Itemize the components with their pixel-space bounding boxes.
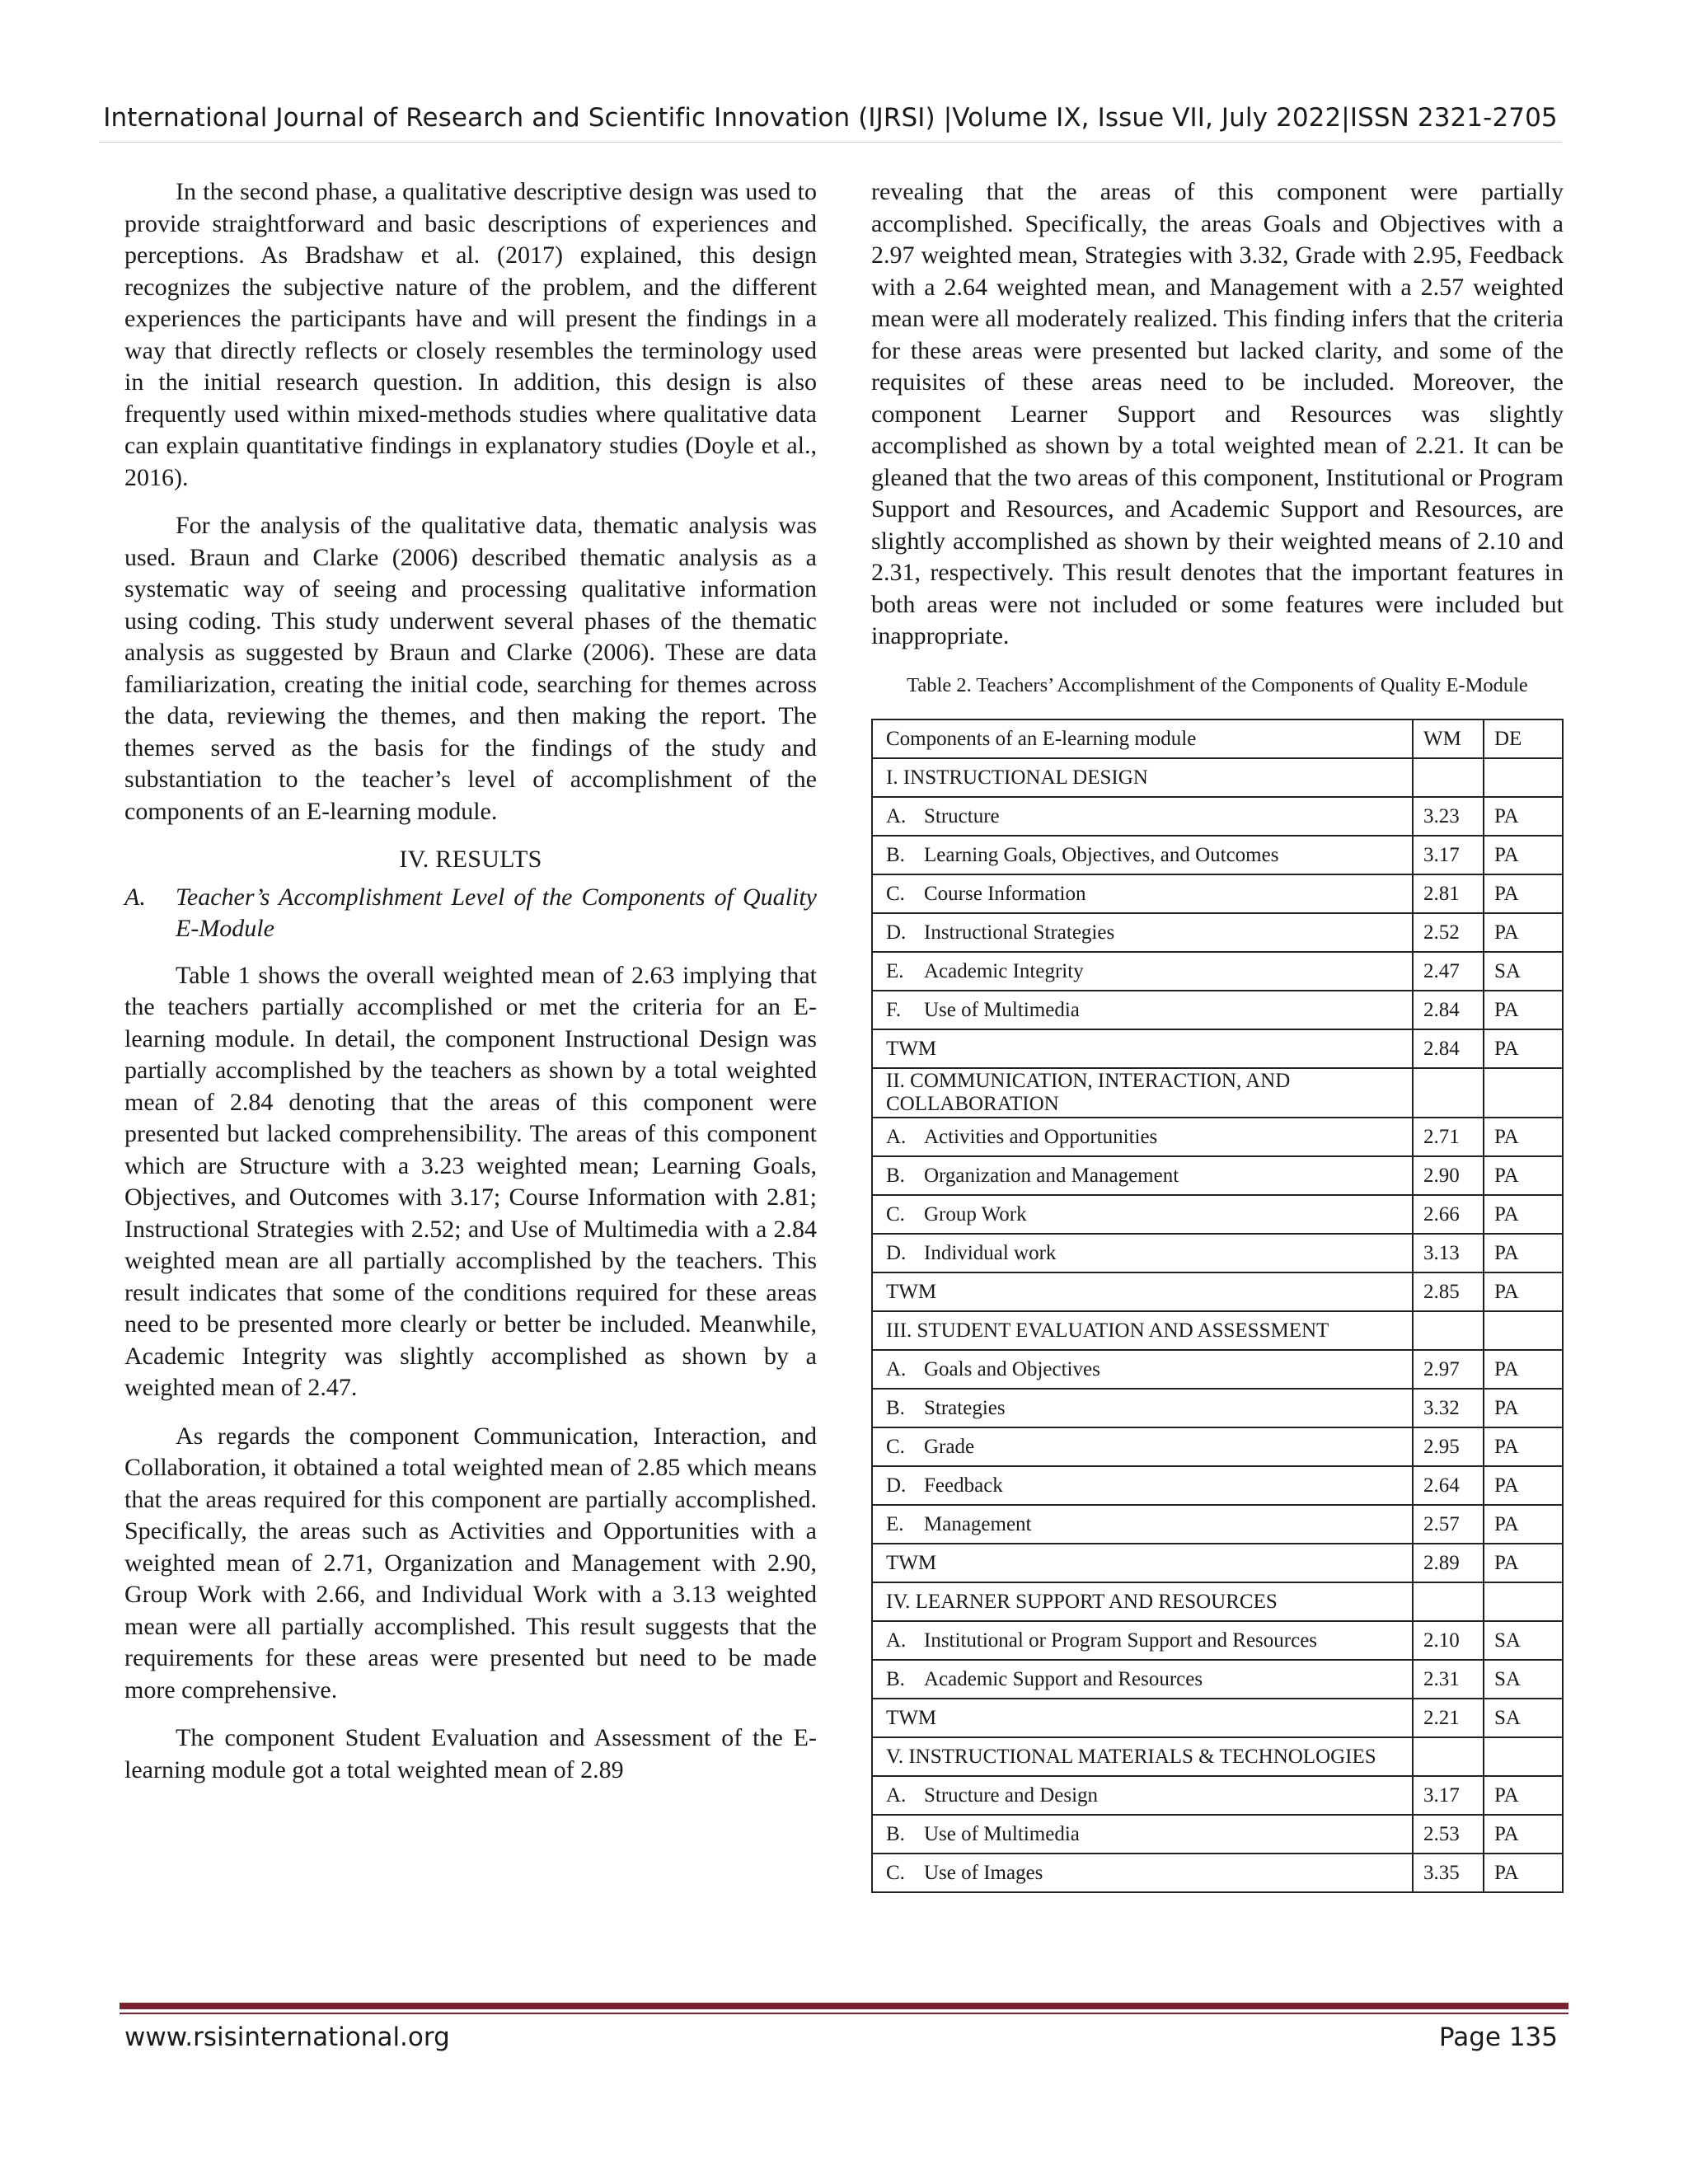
cell-component-text: Academic Support and Resources xyxy=(924,1667,1203,1690)
cell-component-letter: E. xyxy=(886,1512,904,1535)
cell-wm: 2.64 xyxy=(1413,1466,1484,1505)
table-row xyxy=(872,1427,1563,1466)
cell-component-text: Feedback xyxy=(924,1474,1003,1497)
cell-wm: 3.23 xyxy=(1413,797,1484,836)
cell-component xyxy=(872,758,1413,797)
cell-wm: 3.13 xyxy=(1413,1234,1484,1272)
cell-component-letter: A. xyxy=(886,1357,907,1380)
footer-website: www.rsisinternational.org xyxy=(124,2022,450,2052)
cell-de: PA xyxy=(1484,1118,1563,1156)
cell-wm xyxy=(1413,1068,1484,1118)
cell-component xyxy=(872,1029,1413,1068)
cell-wm: 2.52 xyxy=(1413,913,1484,952)
table-row xyxy=(872,1776,1563,1815)
cell-component-text: Management xyxy=(924,1512,1032,1535)
cell-de: PA xyxy=(1484,1854,1563,1892)
cell-component-text: V. INSTRUCTIONAL MATERIALS & TECHNOLOGIES xyxy=(886,1745,1376,1768)
header-components: Components of an E-learning module xyxy=(872,719,1413,758)
cell-wm: 2.57 xyxy=(1413,1505,1484,1544)
cell-wm: 2.71 xyxy=(1413,1118,1484,1156)
cell-component-text: Goals and Objectives xyxy=(924,1357,1100,1380)
cell-wm: 2.21 xyxy=(1413,1699,1484,1737)
cell-wm: 2.66 xyxy=(1413,1195,1484,1234)
cell-component xyxy=(872,1582,1413,1621)
cell-wm: 2.85 xyxy=(1413,1272,1484,1311)
cell-de: PA xyxy=(1484,991,1563,1029)
cell-component-text: Grade xyxy=(924,1435,975,1458)
cell-wm: 2.81 xyxy=(1413,874,1484,913)
subsection-title: Teacher’s Accomplishment Level of the Components of Quality E-Module xyxy=(176,883,817,942)
table-row xyxy=(872,1854,1563,1892)
cell-de: PA xyxy=(1484,1505,1563,1544)
cell-de: PA xyxy=(1484,1156,1563,1195)
table-caption: Table 2. Teachers’ Accomplishment of the Components of Quality E-Module xyxy=(907,673,1528,696)
cell-de: PA xyxy=(1484,1272,1563,1311)
cell-wm: 3.17 xyxy=(1413,1776,1484,1815)
cell-component xyxy=(872,1621,1413,1660)
cell-wm xyxy=(1413,1582,1484,1621)
cell-component-text: Academic Integrity xyxy=(924,959,1084,982)
cell-de: PA xyxy=(1484,1427,1563,1466)
cell-component xyxy=(872,1854,1413,1892)
cell-component xyxy=(872,1311,1413,1350)
table-row xyxy=(872,1311,1563,1350)
cell-de: PA xyxy=(1484,836,1563,874)
cell-component xyxy=(872,1699,1413,1737)
cell-de: PA xyxy=(1484,1815,1563,1854)
cell-component xyxy=(872,874,1413,913)
table-row xyxy=(872,1389,1563,1427)
results-table xyxy=(871,719,1564,1893)
cell-component-letter: C. xyxy=(886,1202,905,1226)
cell-component-text: IV. LEARNER SUPPORT AND RESOURCES xyxy=(886,1590,1278,1613)
cell-component-text: Group Work xyxy=(924,1202,1027,1226)
cell-component-letter: A. xyxy=(886,1125,907,1148)
cell-wm: 2.89 xyxy=(1413,1544,1484,1582)
cell-component xyxy=(872,836,1413,874)
cell-de: PA xyxy=(1484,913,1563,952)
paragraph-thematic-analysis: For the analysis of the qualitative data, thematic analysis was used. Braun and Clarke (2006) described thematic analysis as a systematic way of seeing and processing qualitative information using coding. This study underwent several phases of the thematic analysis as suggested by Braun and Clarke (2006). These are data familiarization, creating the initial code, searching for themes across the data, reviewing the themes, and then making the report. The themes served as the basis for the findings of the study and substantiation to the teacher’s level of accomplishment of the components of an E-learning module. xyxy=(124,512,817,825)
cell-component-text: Use of Multimedia xyxy=(924,1822,1080,1845)
cell-de xyxy=(1484,1068,1563,1118)
cell-component-text: TWM xyxy=(886,1706,937,1729)
table-header-row xyxy=(872,719,1563,758)
cell-component-text: Use of Images xyxy=(924,1861,1043,1884)
table-row xyxy=(872,1068,1563,1118)
cell-component-letter: F. xyxy=(886,998,902,1021)
cell-wm xyxy=(1413,758,1484,797)
cell-component-letter: C. xyxy=(886,1861,905,1884)
table-row xyxy=(872,1505,1563,1544)
cell-component xyxy=(872,1118,1413,1156)
cell-component-text: Course Information xyxy=(924,882,1086,905)
cell-component-letter: B. xyxy=(886,1667,905,1690)
cell-de: PA xyxy=(1484,1029,1563,1068)
cell-component-letter: B. xyxy=(886,1822,905,1845)
table-row xyxy=(872,1118,1563,1156)
cell-de: SA xyxy=(1484,952,1563,991)
cell-wm: 2.95 xyxy=(1413,1427,1484,1466)
cell-de: PA xyxy=(1484,1389,1563,1427)
section-heading-results: IV. RESULTS xyxy=(399,846,542,873)
cell-component-letter: D. xyxy=(886,1241,907,1264)
cell-component xyxy=(872,1195,1413,1234)
cell-component xyxy=(872,952,1413,991)
table-row xyxy=(872,1699,1563,1737)
cell-wm: 2.53 xyxy=(1413,1815,1484,1854)
table-row xyxy=(872,1234,1563,1272)
cell-component-text: Individual work xyxy=(924,1241,1057,1264)
cell-de xyxy=(1484,1737,1563,1776)
cell-de: PA xyxy=(1484,1466,1563,1505)
cell-component-text: Use of Multimedia xyxy=(924,998,1080,1021)
cell-component-letter: A. xyxy=(886,804,907,827)
cell-component xyxy=(872,1389,1413,1427)
cell-wm: 2.84 xyxy=(1413,991,1484,1029)
cell-component xyxy=(872,1544,1413,1582)
table-row xyxy=(872,1466,1563,1505)
cell-component-text: I. INSTRUCTIONAL DESIGN xyxy=(886,766,1148,789)
table-row xyxy=(872,1737,1563,1776)
cell-component xyxy=(872,1776,1413,1815)
cell-wm: 2.84 xyxy=(1413,1029,1484,1068)
table-row xyxy=(872,991,1563,1029)
table-row xyxy=(872,758,1563,797)
cell-component-letter: A. xyxy=(886,1629,907,1652)
footer-page-number: Page 135 xyxy=(1438,2022,1558,2052)
cell-wm: 2.31 xyxy=(1413,1660,1484,1699)
table-row xyxy=(872,1582,1563,1621)
cell-component xyxy=(872,1660,1413,1699)
cell-component-letter: A. xyxy=(886,1783,907,1807)
cell-de: PA xyxy=(1484,1350,1563,1389)
cell-component-text: Strategies xyxy=(924,1396,1006,1419)
cell-component xyxy=(872,1427,1413,1466)
cell-wm xyxy=(1413,1737,1484,1776)
cell-component-text: II. COMMUNICATION, INTERACTION, AND COLLABORATION xyxy=(886,1070,1291,1115)
cell-component xyxy=(872,991,1413,1029)
cell-component-text: TWM xyxy=(886,1551,937,1574)
paragraph-instructional-design: Table 1 shows the overall weighted mean of 2.63 implying that the teachers partially accomplished or met the criteria for an E-learning module. In detail, the component Instructional Design was partially accomplished by the teachers as shown by a total weighted mean of 2.84 denoting that the areas of this component were presented but lacked comprehensibility. The areas of this component which are Structure with a 3.23 weighted mean; Learning Goals, Objectives, and Outcomes with 3.17; Course Information with 2.81; Instructional Strategies with 2.52; and Use of Multimedia with a 2.84 weighted mean are all partially accomplished by the teachers. This result indicates that some of the conditions required for these areas need to be presented more clearly or better be included. Meanwhile, Academic Integrity was slightly accomplished as shown by a weighted mean of 2.47. xyxy=(124,961,817,1401)
cell-de: SA xyxy=(1484,1660,1563,1699)
cell-component xyxy=(872,1234,1413,1272)
cell-component-letter: E. xyxy=(886,959,904,982)
cell-de: PA xyxy=(1484,797,1563,836)
cell-component xyxy=(872,1068,1413,1118)
paragraph-qualitative-design: In the second phase, a qualitative descriptive design was used to provide straightforward and basic descriptions of experiences and perceptions. As Bradshaw et al. (2017) explained, this design recognizes the subjective nature of the problem, and the different experiences the participants have and will present the findings in a way that directly reflects or closely resembles the terminology used in the initial research question. In addition, this design is also frequently used within mixed-methods studies where qualitative data can explain quantitative findings in explanatory studies (Doyle et al., 2016). xyxy=(124,178,817,491)
cell-wm: 2.97 xyxy=(1413,1350,1484,1389)
cell-component xyxy=(872,1350,1413,1389)
cell-component xyxy=(872,1466,1413,1505)
cell-component-text: Structure xyxy=(924,804,1000,827)
paragraph-student-evaluation: The component Student Evaluation and Assessment of the E-learning module got a total weighted mean of 2.89 xyxy=(124,1724,817,1783)
cell-component-text: TWM xyxy=(886,1280,937,1303)
cell-component-letter: B. xyxy=(886,1164,905,1187)
cell-wm: 2.10 xyxy=(1413,1621,1484,1660)
cell-de xyxy=(1484,758,1563,797)
paragraph-evaluation-continued: revealing that the areas of this component were partially accomplished. Specifically, the areas Goals and Objectives with a 2.97 weighted mean, Strategies with 3.32, Grade with 2.95, Feedback with a 2.64 weighted mean, and Management with a 2.57 weighted mean were all moderately realized. This finding infers that the criteria for these areas were presented but lacked clarity, and some of the requisites of these areas need to be included. Moreover, the component Learner Support and Resources was slightly accomplished as shown by a total weighted mean of 2.21. It can be gleaned that the two areas of this component, Institutional or Program Support and Resources, and Academic Support and Resources, are slightly accomplished as shown by their weighted means of 2.10 and 2.31, respectively. This result denotes that the important features in both areas were not included or some features were included but inappropriate. xyxy=(871,178,1564,649)
table-row xyxy=(872,1195,1563,1234)
table-row xyxy=(872,797,1563,836)
table-row xyxy=(872,1660,1563,1699)
cell-component xyxy=(872,1505,1413,1544)
header-wm: WM xyxy=(1413,719,1484,758)
cell-de xyxy=(1484,1311,1563,1350)
cell-component-letter: C. xyxy=(886,882,905,905)
cell-component-letter: D. xyxy=(886,921,907,944)
cell-component-text: Structure and Design xyxy=(924,1783,1099,1807)
cell-component xyxy=(872,1737,1413,1776)
cell-component-text: Learning Goals, Objectives, and Outcomes xyxy=(924,843,1279,866)
cell-wm: 2.90 xyxy=(1413,1156,1484,1195)
running-header: International Journal of Research and Scientific Innovation (IJRSI) |Volume IX, Issue VII, July 2022|ISSN 2321-2705 xyxy=(99,97,1562,143)
footer-divider xyxy=(120,2003,1568,2009)
cell-de: PA xyxy=(1484,1234,1563,1272)
cell-component-text: Institutional or Program Support and Resources xyxy=(924,1629,1318,1652)
table-row xyxy=(872,1156,1563,1195)
cell-component-letter: D. xyxy=(886,1474,907,1497)
left-column xyxy=(124,176,817,1786)
cell-component xyxy=(872,1815,1413,1854)
cell-component xyxy=(872,797,1413,836)
cell-component xyxy=(872,1156,1413,1195)
cell-component-letter: C. xyxy=(886,1435,905,1458)
cell-de: PA xyxy=(1484,1195,1563,1234)
table-row xyxy=(872,1350,1563,1389)
cell-de: SA xyxy=(1484,1621,1563,1660)
header-de: DE xyxy=(1484,719,1563,758)
paragraph-communication: As regards the component Communication, Interaction, and Collaboration, it obtained a total weighted mean of 2.85 which means that the areas required for this component are partially accomplished. Specifically, the areas such as Activities and Opportunities with a weighted mean of 2.71, Organization and Management with 2.90, Group Work with 2.66, and Individual Work with a 3.13 weighted mean were all partially accomplished. This result suggests that the requirements for these areas were presented but need to be made more comprehensive. xyxy=(124,1422,817,1704)
cell-component-letter: B. xyxy=(886,1396,905,1419)
cell-de: PA xyxy=(1484,874,1563,913)
table-row xyxy=(872,1272,1563,1311)
cell-wm: 3.17 xyxy=(1413,836,1484,874)
table-row xyxy=(872,952,1563,991)
footer-divider-thin xyxy=(120,2013,1568,2014)
cell-component-text: Activities and Opportunities xyxy=(924,1125,1158,1148)
cell-component-text: Instructional Strategies xyxy=(924,921,1115,944)
cell-de: SA xyxy=(1484,1699,1563,1737)
subsection-letter: A. xyxy=(124,883,146,911)
right-column xyxy=(871,176,1564,1893)
cell-component-text: Organization and Management xyxy=(924,1164,1179,1187)
table-row xyxy=(872,1815,1563,1854)
cell-de: PA xyxy=(1484,1544,1563,1582)
cell-de: PA xyxy=(1484,1776,1563,1815)
table-row xyxy=(872,1621,1563,1660)
cell-wm: 2.47 xyxy=(1413,952,1484,991)
cell-component-letter: B. xyxy=(886,843,905,866)
cell-wm xyxy=(1413,1311,1484,1350)
cell-component xyxy=(872,1272,1413,1311)
cell-wm: 3.35 xyxy=(1413,1854,1484,1892)
cell-component-text: III. STUDENT EVALUATION AND ASSESSMENT xyxy=(886,1319,1329,1342)
table-row xyxy=(872,836,1563,874)
table-row xyxy=(872,1544,1563,1582)
table-row xyxy=(872,874,1563,913)
cell-de xyxy=(1484,1582,1563,1621)
cell-component xyxy=(872,913,1413,952)
subsection-heading xyxy=(124,882,817,945)
table-row xyxy=(872,1029,1563,1068)
cell-component-text: TWM xyxy=(886,1037,937,1060)
cell-wm: 3.32 xyxy=(1413,1389,1484,1427)
table-row xyxy=(872,913,1563,952)
